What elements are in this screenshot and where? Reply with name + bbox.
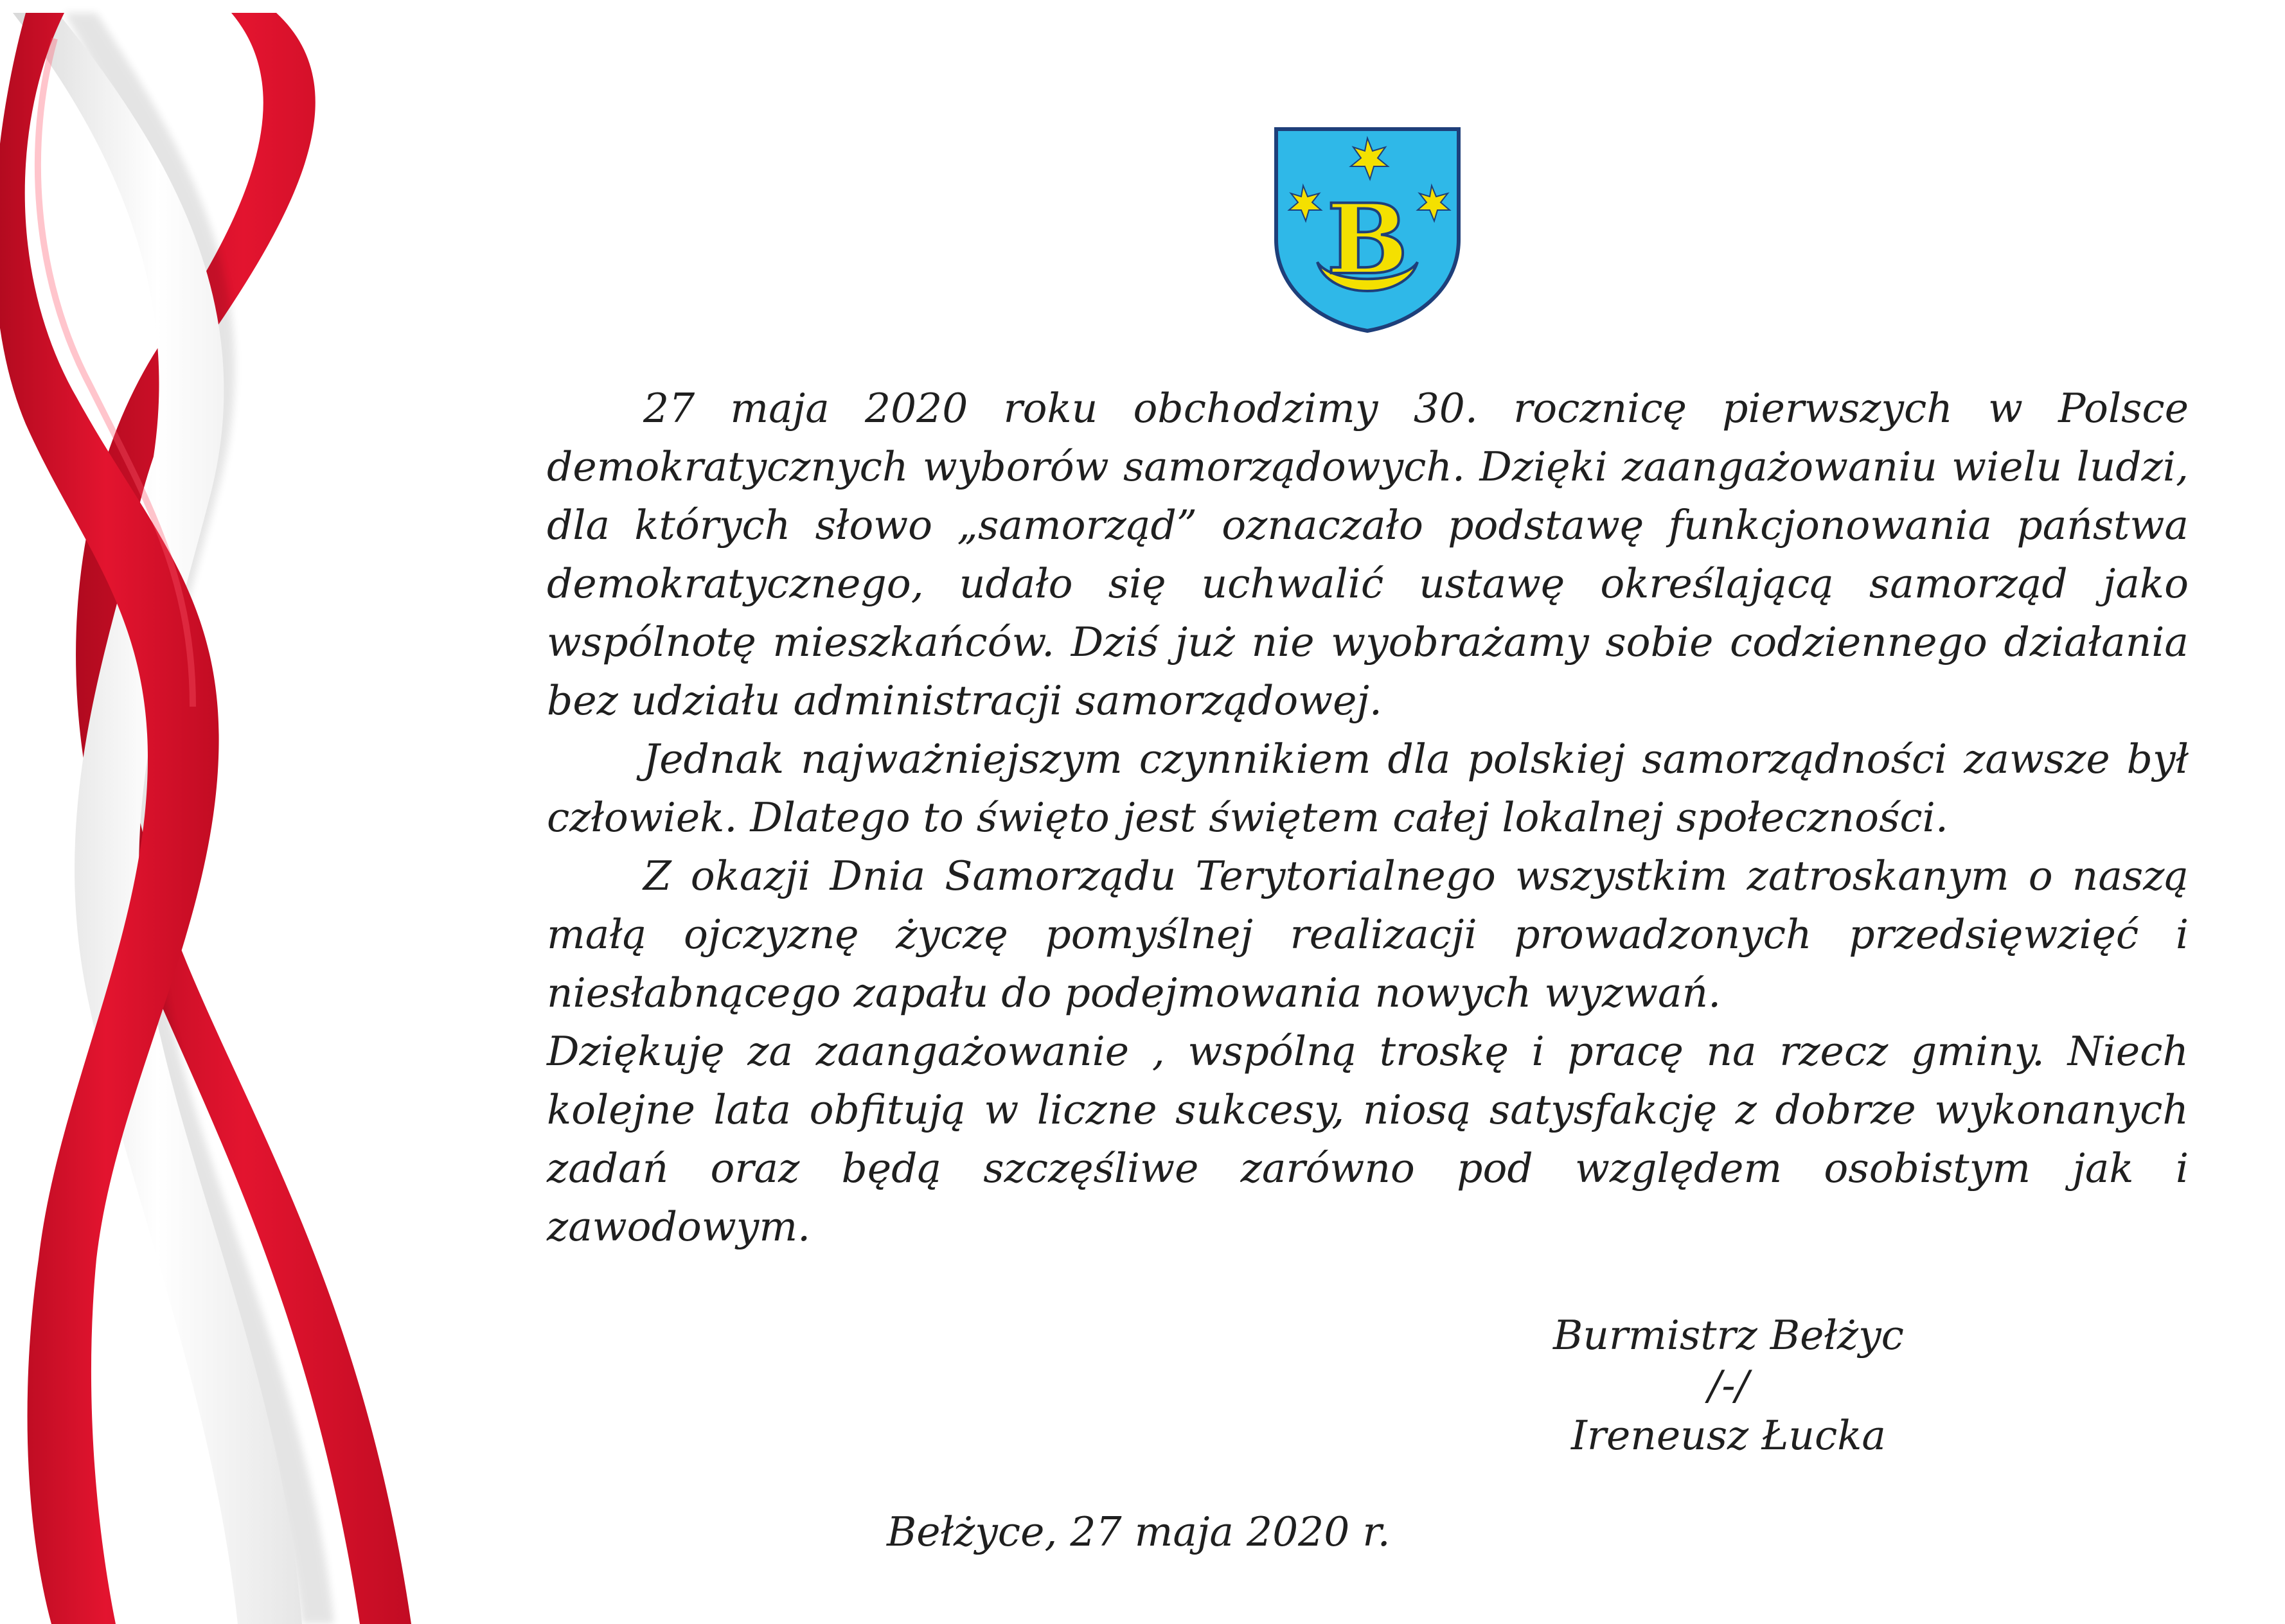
letter-paragraph: Dziękuję za zaangażowanie , wspólną troskę i pracę na rzecz gminy. Niech kolejne lata obfitują w liczne sukcesy, niosą satysfakcję z dobrze wykonanych zadań oraz będą szczęśliwe zarówno pod względem osobistym jak i zawodowym. bbox=[547, 1028, 2189, 1250]
coat-of-arms-icon bbox=[1271, 124, 1464, 336]
signature-title: Burmistrz Bełżyc bbox=[1553, 1312, 1904, 1359]
letter-paragraph: 27 maja 2020 roku obchodzimy 30. rocznicę pierwszych w Polsce demokratycznych wyborów samorządowych. Dzięki zaangażowaniu wielu ludzi, dla których słowo „samorząd” oznaczało podstawę funkcjonowania państwa demokratycznego, udało się uchwalić ustawę określającą samorząd jako wspólnotę mieszkańców. Dziś już nie wyobrażamy sobie codziennego działania bez udziału administracji samorządowej. bbox=[547, 385, 2189, 724]
letter-paragraph: Z okazji Dnia Samorządu Terytorialnego wszystkim zatroskanym o naszą małą ojczyznę życzę pomyślnej realizacji prowadzonych przedsięwzięć i niesłabnącego zapału do podejmowania nowych wyzwań. bbox=[547, 852, 2189, 1016]
place-and-date: Bełżyce, 27 maja 2020 r. bbox=[887, 1508, 1391, 1555]
signature-block bbox=[1529, 1311, 1928, 1461]
signature-name: Ireneusz Łucka bbox=[1570, 1412, 1886, 1459]
signature-mark: /-/ bbox=[1708, 1362, 1749, 1409]
letter-body bbox=[547, 379, 2189, 1256]
decorative-flag-ribbon bbox=[0, 0, 527, 1624]
coat-letter: B bbox=[1326, 183, 1409, 296]
letter-paragraph: Jednak najważniejszym czynnikiem dla polskiej samorządności zawsze był człowiek. Dlatego to święto jest świętem całej lokalnej społeczności. bbox=[547, 736, 2189, 841]
